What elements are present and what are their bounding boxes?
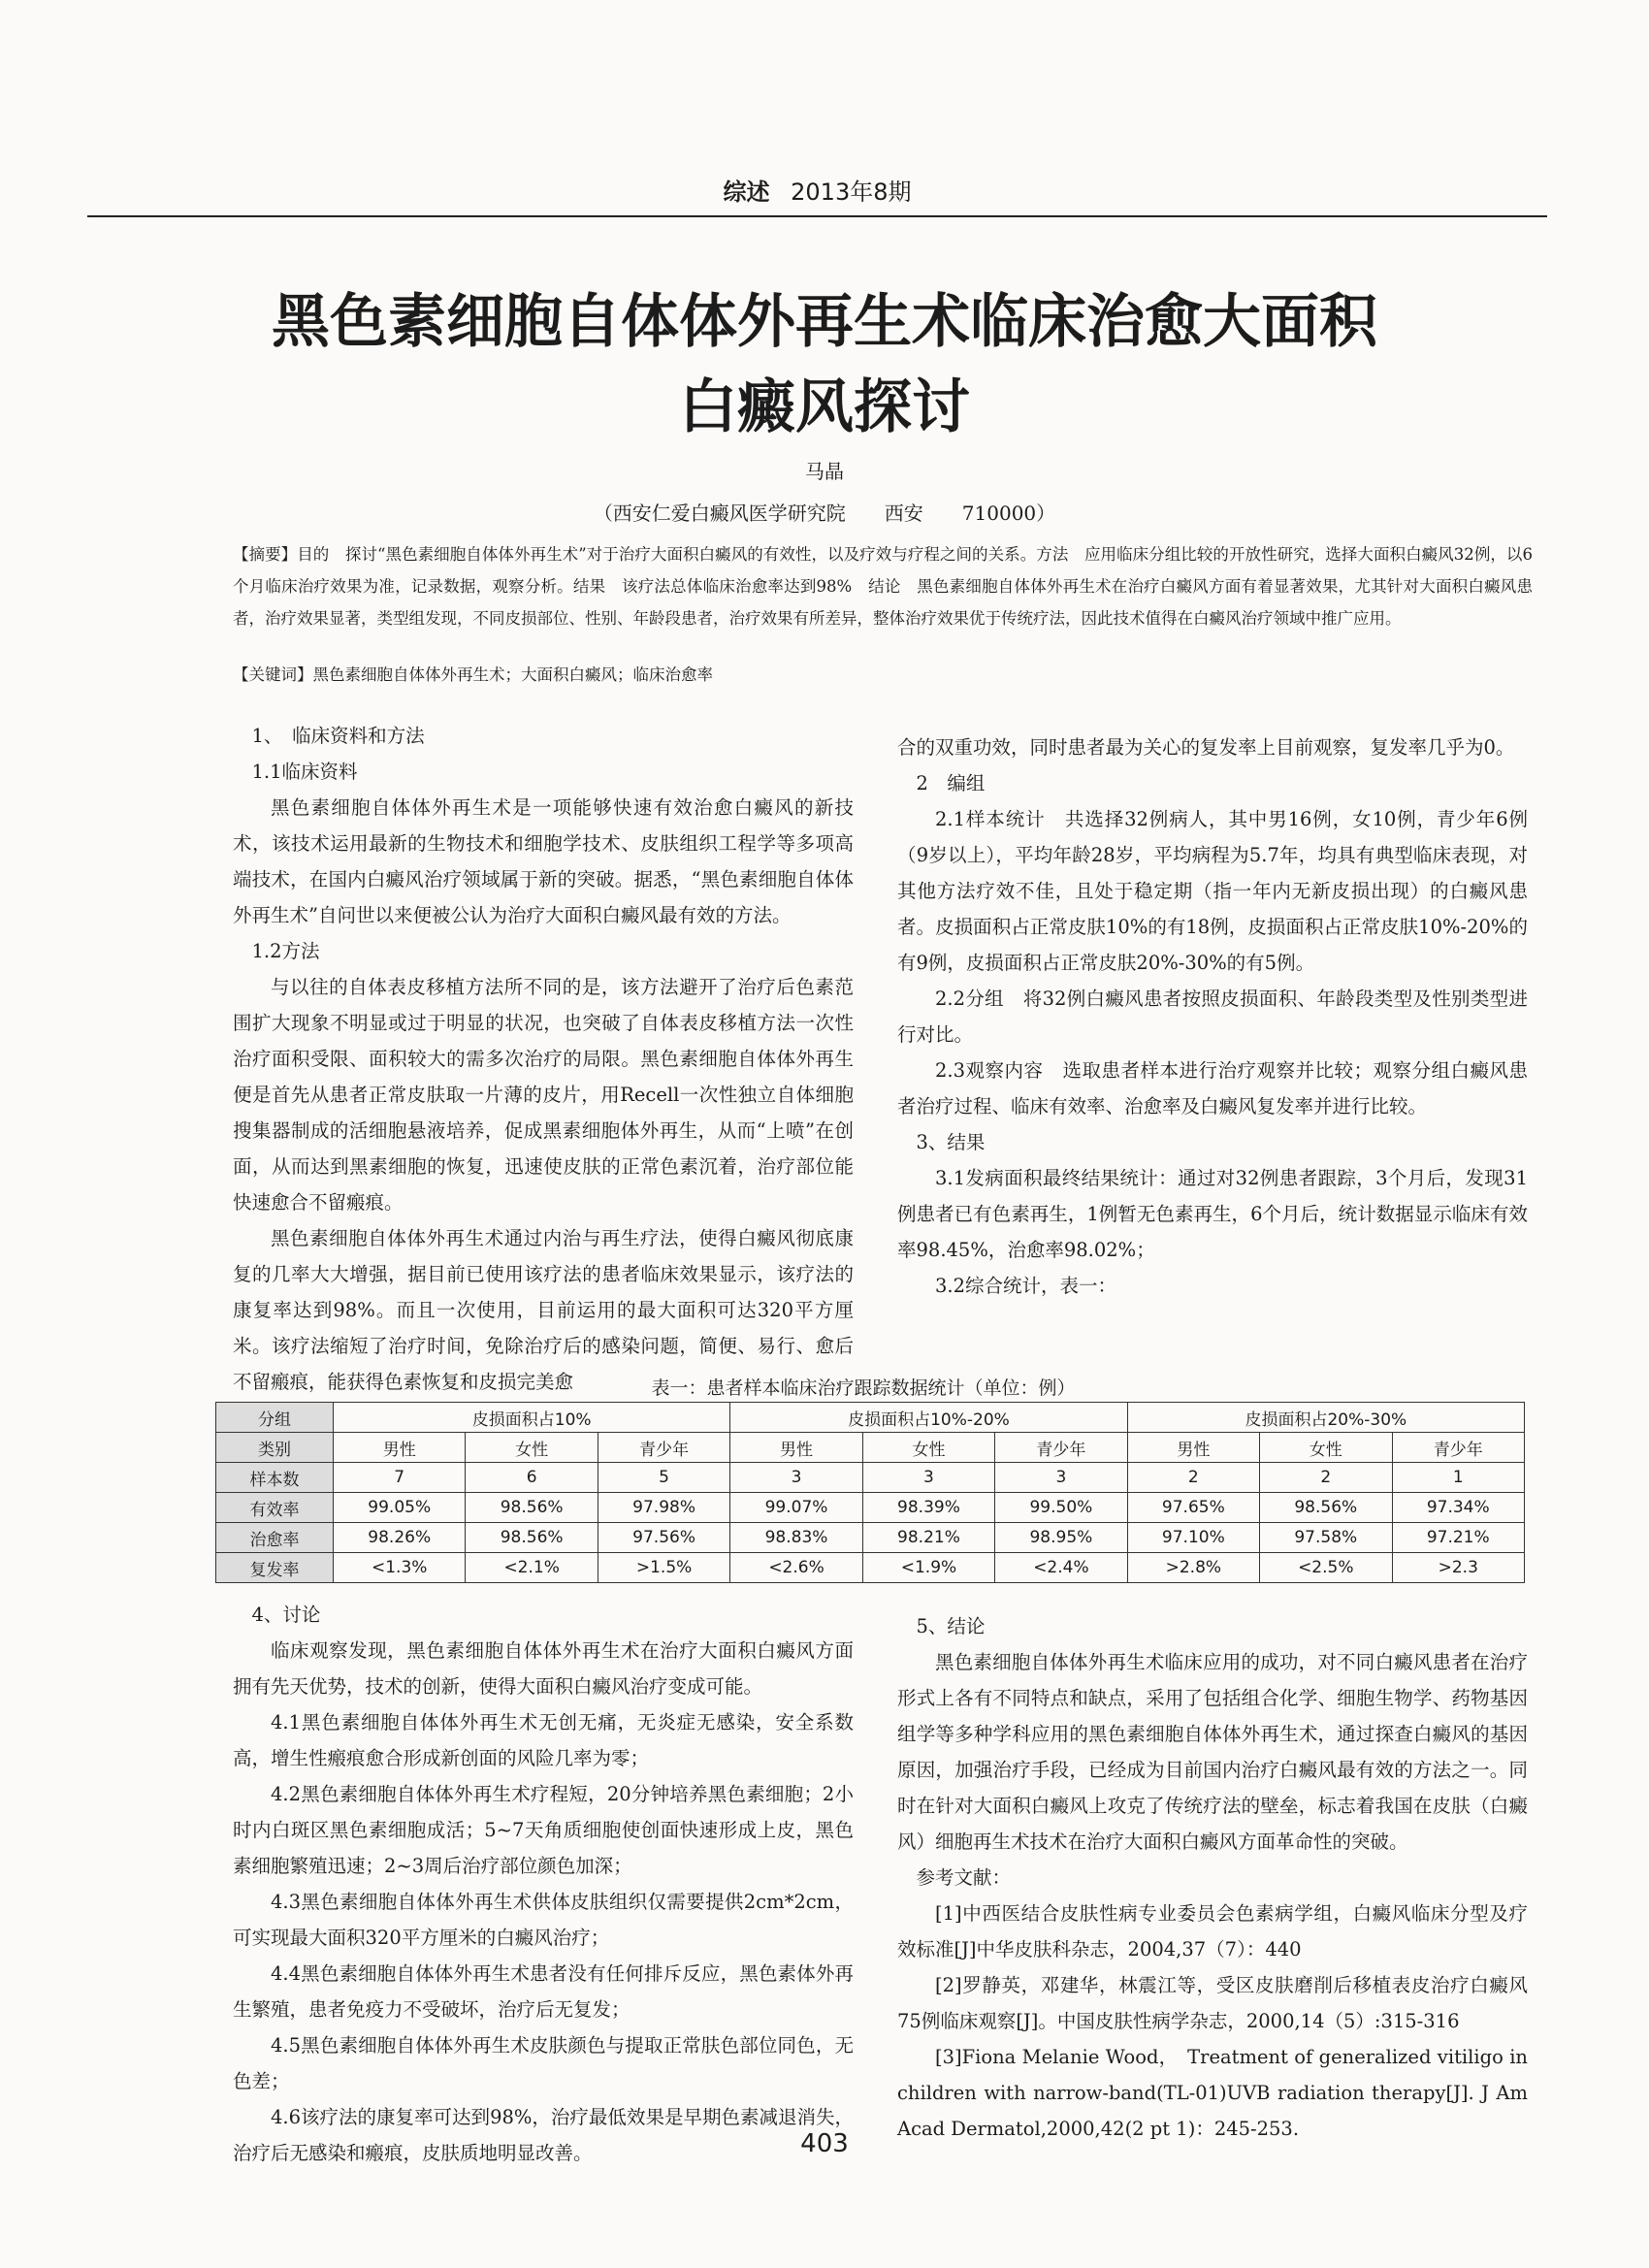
paragraph: [3]Fiona Melanie Wood， Treatment of generalized vitiligo in children with narrow-band(TL-01)UVB radiation therapy[J]. J Am Acad Dermatol,2000,42(2 pt 1)：245-253. [897, 2046, 1528, 2140]
table-cell: >1.5% [598, 1553, 729, 1583]
table-cell: 98.26% [334, 1523, 466, 1553]
table-cell: <2.1% [466, 1553, 598, 1583]
table-cell: 98.39% [862, 1493, 994, 1523]
table-cell: 98.83% [730, 1523, 862, 1553]
paragraph: 2.2分组 将32例白癜风患者按照皮损面积、年龄段类型及性别类型进行对比。 [897, 988, 1528, 1046]
paragraph: 黑色素细胞自体体外再生术通过内治与再生疗法，使得白癜风彻底康复的几率大大增强，据目前已使用该疗法的患者临床效果显示，该疗法的康复率达到98%。而且一次使用，目前运用的最大面积可达320平方厘米。该疗法缩短了治疗时间，免除治疗后的感染问题，简便、易行、愈后不留瘢痕，能获得色素恢复和皮损完美愈 [233, 1227, 854, 1393]
abstract: 【摘要】目的 探讨“黑色素细胞自体体外再生术”对于治疗大面积白癜风的有效性，以及疗效与疗程之间的关系。方法 应用临床分组比较的开放性研究，选择大面积白癜风32例，以6个月临床治疗效果为准，记录数据，观察分析。结果 该疗法总体临床治愈率达到98% 结论 黑色素细胞自体体外再生术在治疗白癜风方面有着显著效果，尤其针对大面积白癜风患者，治疗效果显著，类型组发现，不同皮损部位、性别、年龄段患者，治疗效果有所差异，整体治疗效果优于传统疗法，因此技术值得在白癜风治疗领域中推广应用。 [233, 545, 1533, 628]
category-header: 男性 [1127, 1433, 1259, 1463]
table-cell: 99.07% [730, 1493, 862, 1523]
table-cell: 98.56% [466, 1523, 598, 1553]
running-header [87, 173, 1547, 207]
paragraph: 与以往的自体表皮移植方法所不同的是，该方法避开了治疗后色素范围扩大现象不明显或过于明显的状况，也突破了自体表皮移植方法一次性治疗面积受限、面积较大的需多次治疗的局限。黑色素细胞自体体外再生便是首先从患者正常皮肤取一片薄的皮片，用Recell一次性独立自体细胞搜集器制成的活细胞悬液培养，促成黑素细胞体外再生，从而“上喷”在创面，从而达到黑素细胞的恢复，迅速使皮肤的正常色素沉着，治疗部位能快速愈合不留瘢痕。 [233, 976, 854, 1214]
table-cell: 99.05% [334, 1493, 466, 1523]
table-cell: 97.58% [1260, 1523, 1392, 1553]
row-header: 分组 [216, 1403, 334, 1433]
table-cell: 98.21% [862, 1523, 994, 1553]
table-cell: <1.9% [862, 1553, 994, 1583]
category-header: 男性 [730, 1433, 862, 1463]
section-heading: 1.1临床资料 [251, 761, 358, 783]
paragraph: 4.3黑色素细胞自体体外再生术供体皮肤组织仅需要提供2cm*2cm，可实现最大面积320平方厘米的白癜风治疗； [233, 1891, 854, 1949]
paragraph: 2.1样本统计 共选择32例病人，其中男16例，女10例，青少年6例（9岁以上），平均年龄28岁，平均病程为5.7年，均具有典型临床表现，对其他方法疗效不佳，且处于稳定期（指一年内无新皮损出现）的白癜风患者。皮损面积占正常皮肤10%的有18例，皮损面积占正常皮肤10%-20%的有9例，皮损面积占正常皮肤20%-30%的有5例。 [897, 808, 1528, 974]
row-header: 治愈率 [216, 1523, 334, 1553]
author-affiliation: （西安仁爱白癜风医学研究院 西安 710000） [593, 502, 1056, 525]
header-issue: 2013年8期 [791, 178, 912, 206]
section-heading: 4、讨论 [251, 1604, 321, 1626]
table-cell: 98.56% [466, 1493, 598, 1523]
section-heading: 1、 临床资料和方法 [251, 725, 425, 747]
table-cell: 98.95% [995, 1523, 1127, 1553]
table-row [216, 1463, 1525, 1493]
table-cell: 5 [598, 1463, 729, 1493]
group-header: 皮损面积占20%-30% [1127, 1403, 1524, 1433]
title-line-2: 白癜风探讨 [679, 373, 970, 441]
table-cell: 3 [995, 1463, 1127, 1493]
table-header-row [216, 1403, 1525, 1433]
category-header: 青少年 [598, 1433, 729, 1463]
table-cell: <1.3% [334, 1553, 466, 1583]
table-cell: 99.50% [995, 1493, 1127, 1523]
table-cell: 97.65% [1127, 1493, 1259, 1523]
category-header: 女性 [862, 1433, 994, 1463]
article-title [116, 279, 1533, 450]
table-cell: 97.56% [598, 1523, 729, 1553]
table-cell: 6 [466, 1463, 598, 1493]
title-line-1: 黑色素细胞自体体外再生术临床治愈大面积 [272, 288, 1377, 356]
paragraph: 4.4黑色素细胞自体体外再生术患者没有任何排斥反应，黑色素体外再生繁殖，患者免疫力不受破坏，治疗后无复发； [233, 1962, 854, 2021]
row-header: 复发率 [216, 1553, 334, 1583]
paragraph: 4.2黑色素细胞自体体外再生术疗程短，20分钟培养黑色素细胞；2小时内白斑区黑色素细胞成活；5~7天角质细胞使创面快速形成上皮，黑色素细胞繁殖迅速；2~3周后治疗部位颜色加深； [233, 1783, 854, 1877]
table-cell: 3 [862, 1463, 994, 1493]
group-header: 皮损面积占10% [334, 1403, 730, 1433]
paragraph: 4.1黑色素细胞自体体外再生术无创无痛，无炎症无感染，安全系数高，增生性瘢痕愈合形成新创面的风险几率为零； [233, 1711, 854, 1769]
right-column-top [897, 729, 1528, 1304]
category-header: 青少年 [1392, 1433, 1525, 1463]
paragraph: 4.6该疗法的康复率可达到98%，治疗最低效果是早期色素减退消失，治疗后无感染和瘢痕，皮肤质地明显改善。 [233, 2106, 854, 2164]
table-cell: 2 [1260, 1463, 1392, 1493]
table-cell: 7 [334, 1463, 466, 1493]
table-cell: 97.10% [1127, 1523, 1259, 1553]
header-section: 综述 [723, 178, 770, 206]
paragraph: 3.1发病面积最终结果统计：通过对32例患者跟踪，3个月后，发现31例患者已有色素再生，1例暂无色素再生，6个月后，统计数据显示临床有效率98.45%，治愈率98.02%； [897, 1167, 1528, 1261]
table-cell: <2.5% [1260, 1553, 1392, 1583]
group-header: 皮损面积占10%-20% [730, 1403, 1127, 1433]
table-cell: 97.21% [1392, 1523, 1525, 1553]
section-heading: 1.2方法 [251, 940, 320, 962]
table-cell: <2.4% [995, 1553, 1127, 1583]
right-column-bottom [897, 1608, 1528, 2147]
left-column-top [233, 718, 854, 1400]
paragraph: 2.3观察内容 选取患者样本进行治疗观察并比较；观察分组白癜风患者治疗过程、临床有效率、治愈率及白癜风复发率并进行比较。 [897, 1059, 1528, 1118]
table-cell: >2.8% [1127, 1553, 1259, 1583]
table-cell: 97.34% [1392, 1493, 1525, 1523]
paragraph: [1]中西医结合皮肤性病专业委员会色素病学组，白癜风临床分型及疗效标准[J]中华皮肤科杂志，2004,37（7）：440 [897, 1902, 1528, 1960]
paragraph: 3.2综合统计，表一： [935, 1275, 1117, 1297]
paragraph: 黑色素细胞自体体外再生术临床应用的成功，对不同白癜风患者在治疗形式上各有不同特点和缺点，采用了包括组合化学、细胞生物学、药物基因组学等多种学科应用的黑色素细胞自体体外再生术，通过探查白癜风的基因原因，加强治疗手段，已经成为目前国内治疗白癜风最有效的方法之一。同时在针对大面积白癜风上攻克了传统疗法的壁垒，标志着我国在皮肤（白癜风）细胞再生术技术在治疗大面积白癜风方面革命性的突破。 [897, 1651, 1528, 1853]
table-caption: 表一：患者样本临床治疗跟踪数据统计（单位：例） [651, 1377, 1076, 1399]
section-heading: 2 编组 [916, 772, 986, 794]
table-cell: <2.6% [730, 1553, 862, 1583]
left-column-bottom [233, 1597, 854, 2171]
section-heading: 参考文献： [916, 1866, 1012, 1889]
paragraph: 4.5黑色素细胞自体体外再生术皮肤颜色与提取正常肤色部位同色，无色差； [233, 2034, 854, 2092]
row-header: 有效率 [216, 1493, 334, 1523]
table-cell: 98.56% [1260, 1493, 1392, 1523]
table-row [216, 1493, 1525, 1523]
table-row [216, 1553, 1525, 1583]
paragraph: 临床观察发现，黑色素细胞自体体外再生术在治疗大面积白癜风方面拥有先天优势，技术的创新，使得大面积白癜风治疗变成可能。 [233, 1639, 854, 1698]
category-header: 男性 [334, 1433, 466, 1463]
category-header: 女性 [466, 1433, 598, 1463]
header-rule [87, 215, 1547, 217]
table-category-row [216, 1433, 1525, 1463]
keywords: 【关键词】黑色素细胞自体体外再生术；大面积白癜风；临床治愈率 [233, 665, 713, 684]
row-header: 样本数 [216, 1463, 334, 1493]
table-cell: 97.98% [598, 1493, 729, 1523]
paragraph: 黑色素细胞自体体外再生术是一项能够快速有效治愈白癜风的新技术，该技术运用最新的生物技术和细胞学技术、皮肤组织工程学等多项高端技术，在国内白癜风治疗领域属于新的突破。据悉，“黑色素细胞自体体外再生术”自问世以来便被公认为治疗大面积白癜风最有效的方法。 [233, 796, 854, 926]
table-cell: 1 [1392, 1463, 1525, 1493]
author-name: 马晶 [805, 460, 844, 483]
page-number: 403 [800, 2129, 849, 2158]
table-cell: 2 [1127, 1463, 1259, 1493]
paragraph: 合的双重功效，同时患者最为关心的复发率上目前观察，复发率几乎为0。 [897, 736, 1515, 759]
table-cell: >2.3 [1392, 1553, 1525, 1583]
section-heading: 5、结论 [916, 1615, 986, 1637]
table-row [216, 1523, 1525, 1553]
section-heading: 3、结果 [916, 1131, 986, 1153]
results-table [215, 1402, 1525, 1583]
row-header: 类别 [216, 1433, 334, 1463]
category-header: 女性 [1260, 1433, 1392, 1463]
category-header: 青少年 [995, 1433, 1127, 1463]
table-cell: 3 [730, 1463, 862, 1493]
paragraph: [2]罗静英，邓建华，林震江等，受区皮肤磨削后移植表皮治疗白癜风75例临床观察[J]。中国皮肤性病学杂志，2000,14（5）:315-316 [897, 1974, 1528, 2032]
